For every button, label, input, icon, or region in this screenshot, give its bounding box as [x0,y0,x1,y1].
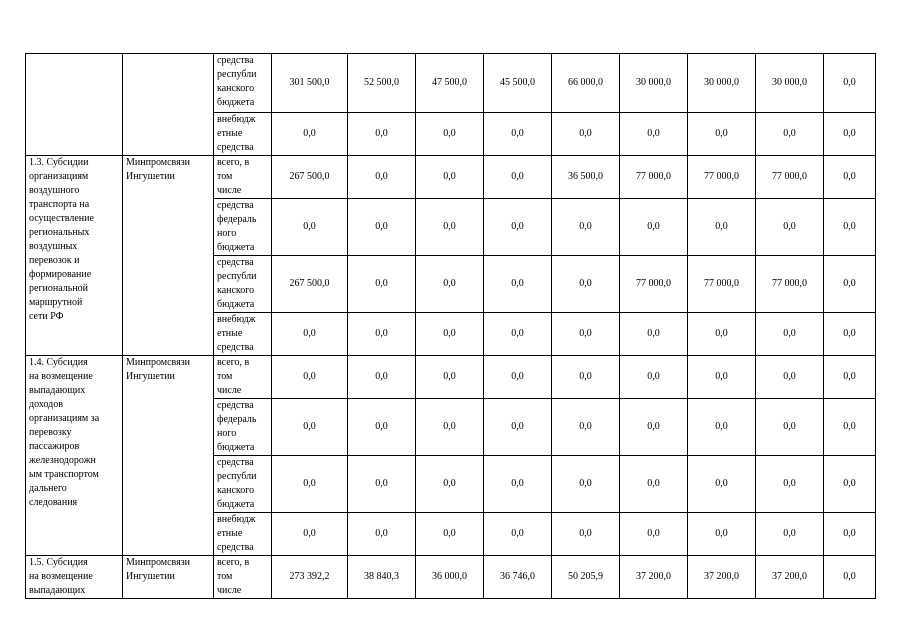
value-cell: 0,0 [756,356,824,399]
funding-source-cell [214,456,272,513]
value-cell: 0,0 [688,313,756,356]
activity-name-cell [26,356,123,556]
text-line: внебюдж [217,314,256,325]
value-cell: 0,0 [688,199,756,256]
value-cell: 0,0 [552,513,620,556]
value-cell: 0,0 [620,113,688,156]
text-line: Ингушетии [126,171,175,182]
value-cell: 0,0 [620,313,688,356]
value-cell: 0,0 [824,456,876,513]
text-line: федераль [217,214,257,225]
value-cell: 0,0 [272,313,348,356]
value-cell: 0,0 [756,456,824,513]
value-cell: 267 500,0 [272,156,348,199]
value-cell: 0,0 [416,356,484,399]
text-line: воздушного [29,185,80,196]
text-line: дальнего [29,483,67,494]
text-line: средства [217,142,254,153]
value-cell: 30 000,0 [688,54,756,113]
value-cell: 37 200,0 [756,556,824,599]
value-cell: 267 500,0 [272,256,348,313]
value-cell: 0,0 [272,199,348,256]
value-cell: 0,0 [416,313,484,356]
value-cell: 45 500,0 [484,54,552,113]
value-cell: 0,0 [348,113,416,156]
text-line: на возмещение [29,371,93,382]
text-line: бюджета [217,299,255,310]
value-cell: 0,0 [484,156,552,199]
value-cell: 0,0 [416,456,484,513]
text-line: етные [217,328,243,339]
value-cell: 0,0 [620,199,688,256]
value-cell: 36 000,0 [416,556,484,599]
value-cell: 77 000,0 [688,156,756,199]
value-cell: 0,0 [688,456,756,513]
text-line: доходов [29,399,63,410]
text-line: том [217,371,233,382]
table-row [26,156,876,199]
value-cell: 0,0 [416,513,484,556]
budget-table [25,53,876,599]
value-cell: 66 000,0 [552,54,620,113]
funding-source-cell [214,399,272,456]
executor-cell [123,556,214,599]
value-cell: 0,0 [756,399,824,456]
text-line: региональных [29,227,90,238]
value-cell: 77 000,0 [756,256,824,313]
value-cell: 0,0 [756,199,824,256]
text-line: бюджета [217,499,255,510]
text-line: организациям за [29,413,100,424]
text-line: средства [217,457,254,468]
value-cell: 0,0 [756,513,824,556]
funding-source-cell [214,113,272,156]
table-row [26,556,876,599]
text-line: бюджета [217,97,255,108]
value-cell: 0,0 [484,256,552,313]
value-cell: 77 000,0 [756,156,824,199]
value-cell: 0,0 [824,54,876,113]
value-cell: 0,0 [552,456,620,513]
activity-name-cell [26,54,123,156]
funding-source-cell [214,356,272,399]
table-row [26,54,876,113]
value-cell: 0,0 [484,456,552,513]
value-cell: 0,0 [824,156,876,199]
value-cell: 0,0 [348,356,416,399]
funding-source-cell [214,556,272,599]
text-line: организациям [29,171,89,182]
text-line: внебюдж [217,514,256,525]
text-line: том [217,171,233,182]
executor-cell [123,356,214,556]
value-cell: 50 205,9 [552,556,620,599]
text-line: Ингушетии [126,371,175,382]
value-cell: 0,0 [416,256,484,313]
value-cell: 30 000,0 [620,54,688,113]
value-cell: 0,0 [484,113,552,156]
text-line: региональной [29,283,89,294]
funding-source-cell [214,513,272,556]
value-cell: 0,0 [824,399,876,456]
text-line: средства [217,542,254,553]
text-line: том [217,571,233,582]
value-cell: 0,0 [824,513,876,556]
executor-cell [123,156,214,356]
text-line: средства [217,257,254,268]
value-cell: 0,0 [348,399,416,456]
value-cell: 0,0 [348,156,416,199]
activity-name-cell [26,556,123,599]
text-line: средства [217,342,254,353]
text-line: пассажиров [29,441,80,452]
value-cell: 0,0 [484,313,552,356]
text-line: бюджета [217,242,255,253]
value-cell: 0,0 [348,313,416,356]
value-cell: 0,0 [688,399,756,456]
text-line: канского [217,285,255,296]
text-line: ым транспортом [29,469,99,480]
text-line: сети РФ [29,311,64,322]
text-line: бюджета [217,442,255,453]
text-line: 1.5. Субсидия [29,557,88,568]
value-cell: 0,0 [552,256,620,313]
funding-source-cell [214,256,272,313]
text-line: канского [217,83,255,94]
value-cell: 0,0 [552,199,620,256]
value-cell: 0,0 [272,399,348,456]
text-line: Минпромсвязи [126,357,191,368]
value-cell: 0,0 [272,456,348,513]
text-line: республи [217,271,257,282]
value-cell: 0,0 [348,513,416,556]
value-cell: 0,0 [416,156,484,199]
value-cell: 0,0 [348,199,416,256]
value-cell: 47 500,0 [416,54,484,113]
value-cell: 36 500,0 [552,156,620,199]
value-cell: 37 200,0 [688,556,756,599]
funding-source-cell [214,156,272,199]
funding-source-cell [214,313,272,356]
text-line: на возмещение [29,571,93,582]
value-cell: 38 840,3 [348,556,416,599]
value-cell: 0,0 [620,356,688,399]
text-line: 1.3. Субсидии [29,157,89,168]
value-cell: 0,0 [552,399,620,456]
text-line: канского [217,485,255,496]
value-cell: 0,0 [824,256,876,313]
value-cell: 30 000,0 [756,54,824,113]
text-line: всего, в [217,357,250,368]
table-row [26,356,876,399]
text-line: перевозок и [29,255,80,266]
text-line: всего, в [217,157,250,168]
value-cell: 0,0 [272,356,348,399]
text-line: перевозку [29,427,72,438]
text-line: числе [217,385,242,396]
value-cell: 0,0 [552,313,620,356]
text-line: выпадающих [29,385,86,396]
value-cell: 77 000,0 [620,256,688,313]
value-cell: 0,0 [552,113,620,156]
text-line: Ингушетии [126,571,175,582]
value-cell: 77 000,0 [688,256,756,313]
value-cell: 0,0 [688,513,756,556]
text-line: средства [217,400,254,411]
value-cell: 0,0 [484,399,552,456]
value-cell: 0,0 [756,313,824,356]
text-line: етные [217,128,243,139]
value-cell: 273 392,2 [272,556,348,599]
value-cell: 301 500,0 [272,54,348,113]
value-cell: 0,0 [620,456,688,513]
text-line: ного [217,428,237,439]
value-cell: 36 746,0 [484,556,552,599]
text-line: Минпромсвязи [126,157,191,168]
value-cell: 0,0 [824,313,876,356]
value-cell: 0,0 [620,399,688,456]
value-cell: 37 200,0 [620,556,688,599]
value-cell: 0,0 [620,513,688,556]
text-line: Минпромсвязи [126,557,191,568]
text-line: всего, в [217,557,250,568]
text-line: средства [217,200,254,211]
funding-source-cell [214,199,272,256]
value-cell: 0,0 [688,113,756,156]
value-cell: 0,0 [348,256,416,313]
text-line: числе [217,585,242,596]
value-cell: 0,0 [272,513,348,556]
value-cell: 0,0 [824,356,876,399]
value-cell: 0,0 [416,399,484,456]
funding-source-cell [214,54,272,113]
value-cell: 0,0 [824,199,876,256]
value-cell: 0,0 [552,356,620,399]
value-cell: 0,0 [484,356,552,399]
text-line: железнодорожн [29,455,96,466]
value-cell: 0,0 [272,113,348,156]
text-line: маршрутной [29,297,83,308]
text-line: ного [217,228,237,239]
value-cell: 0,0 [348,456,416,513]
text-line: формирование [29,269,92,280]
text-line: выпадающих [29,585,86,596]
text-line: воздушных [29,241,78,252]
value-cell: 0,0 [824,113,876,156]
value-cell: 0,0 [416,113,484,156]
value-cell: 0,0 [824,556,876,599]
text-line: етные [217,528,243,539]
text-line: следования [29,497,78,508]
value-cell: 0,0 [688,356,756,399]
text-line: внебюдж [217,114,256,125]
text-line: республи [217,471,257,482]
text-line: федераль [217,414,257,425]
text-line: республи [217,69,257,80]
activity-name-cell [26,156,123,356]
value-cell: 0,0 [484,513,552,556]
value-cell: 0,0 [756,113,824,156]
value-cell: 0,0 [484,199,552,256]
text-line: средства [217,55,254,66]
text-line: осуществление [29,213,94,224]
value-cell: 0,0 [416,199,484,256]
value-cell: 52 500,0 [348,54,416,113]
executor-cell [123,54,214,156]
value-cell: 77 000,0 [620,156,688,199]
text-line: 1.4. Субсидия [29,357,88,368]
text-line: транспорта на [29,199,90,210]
text-line: числе [217,185,242,196]
